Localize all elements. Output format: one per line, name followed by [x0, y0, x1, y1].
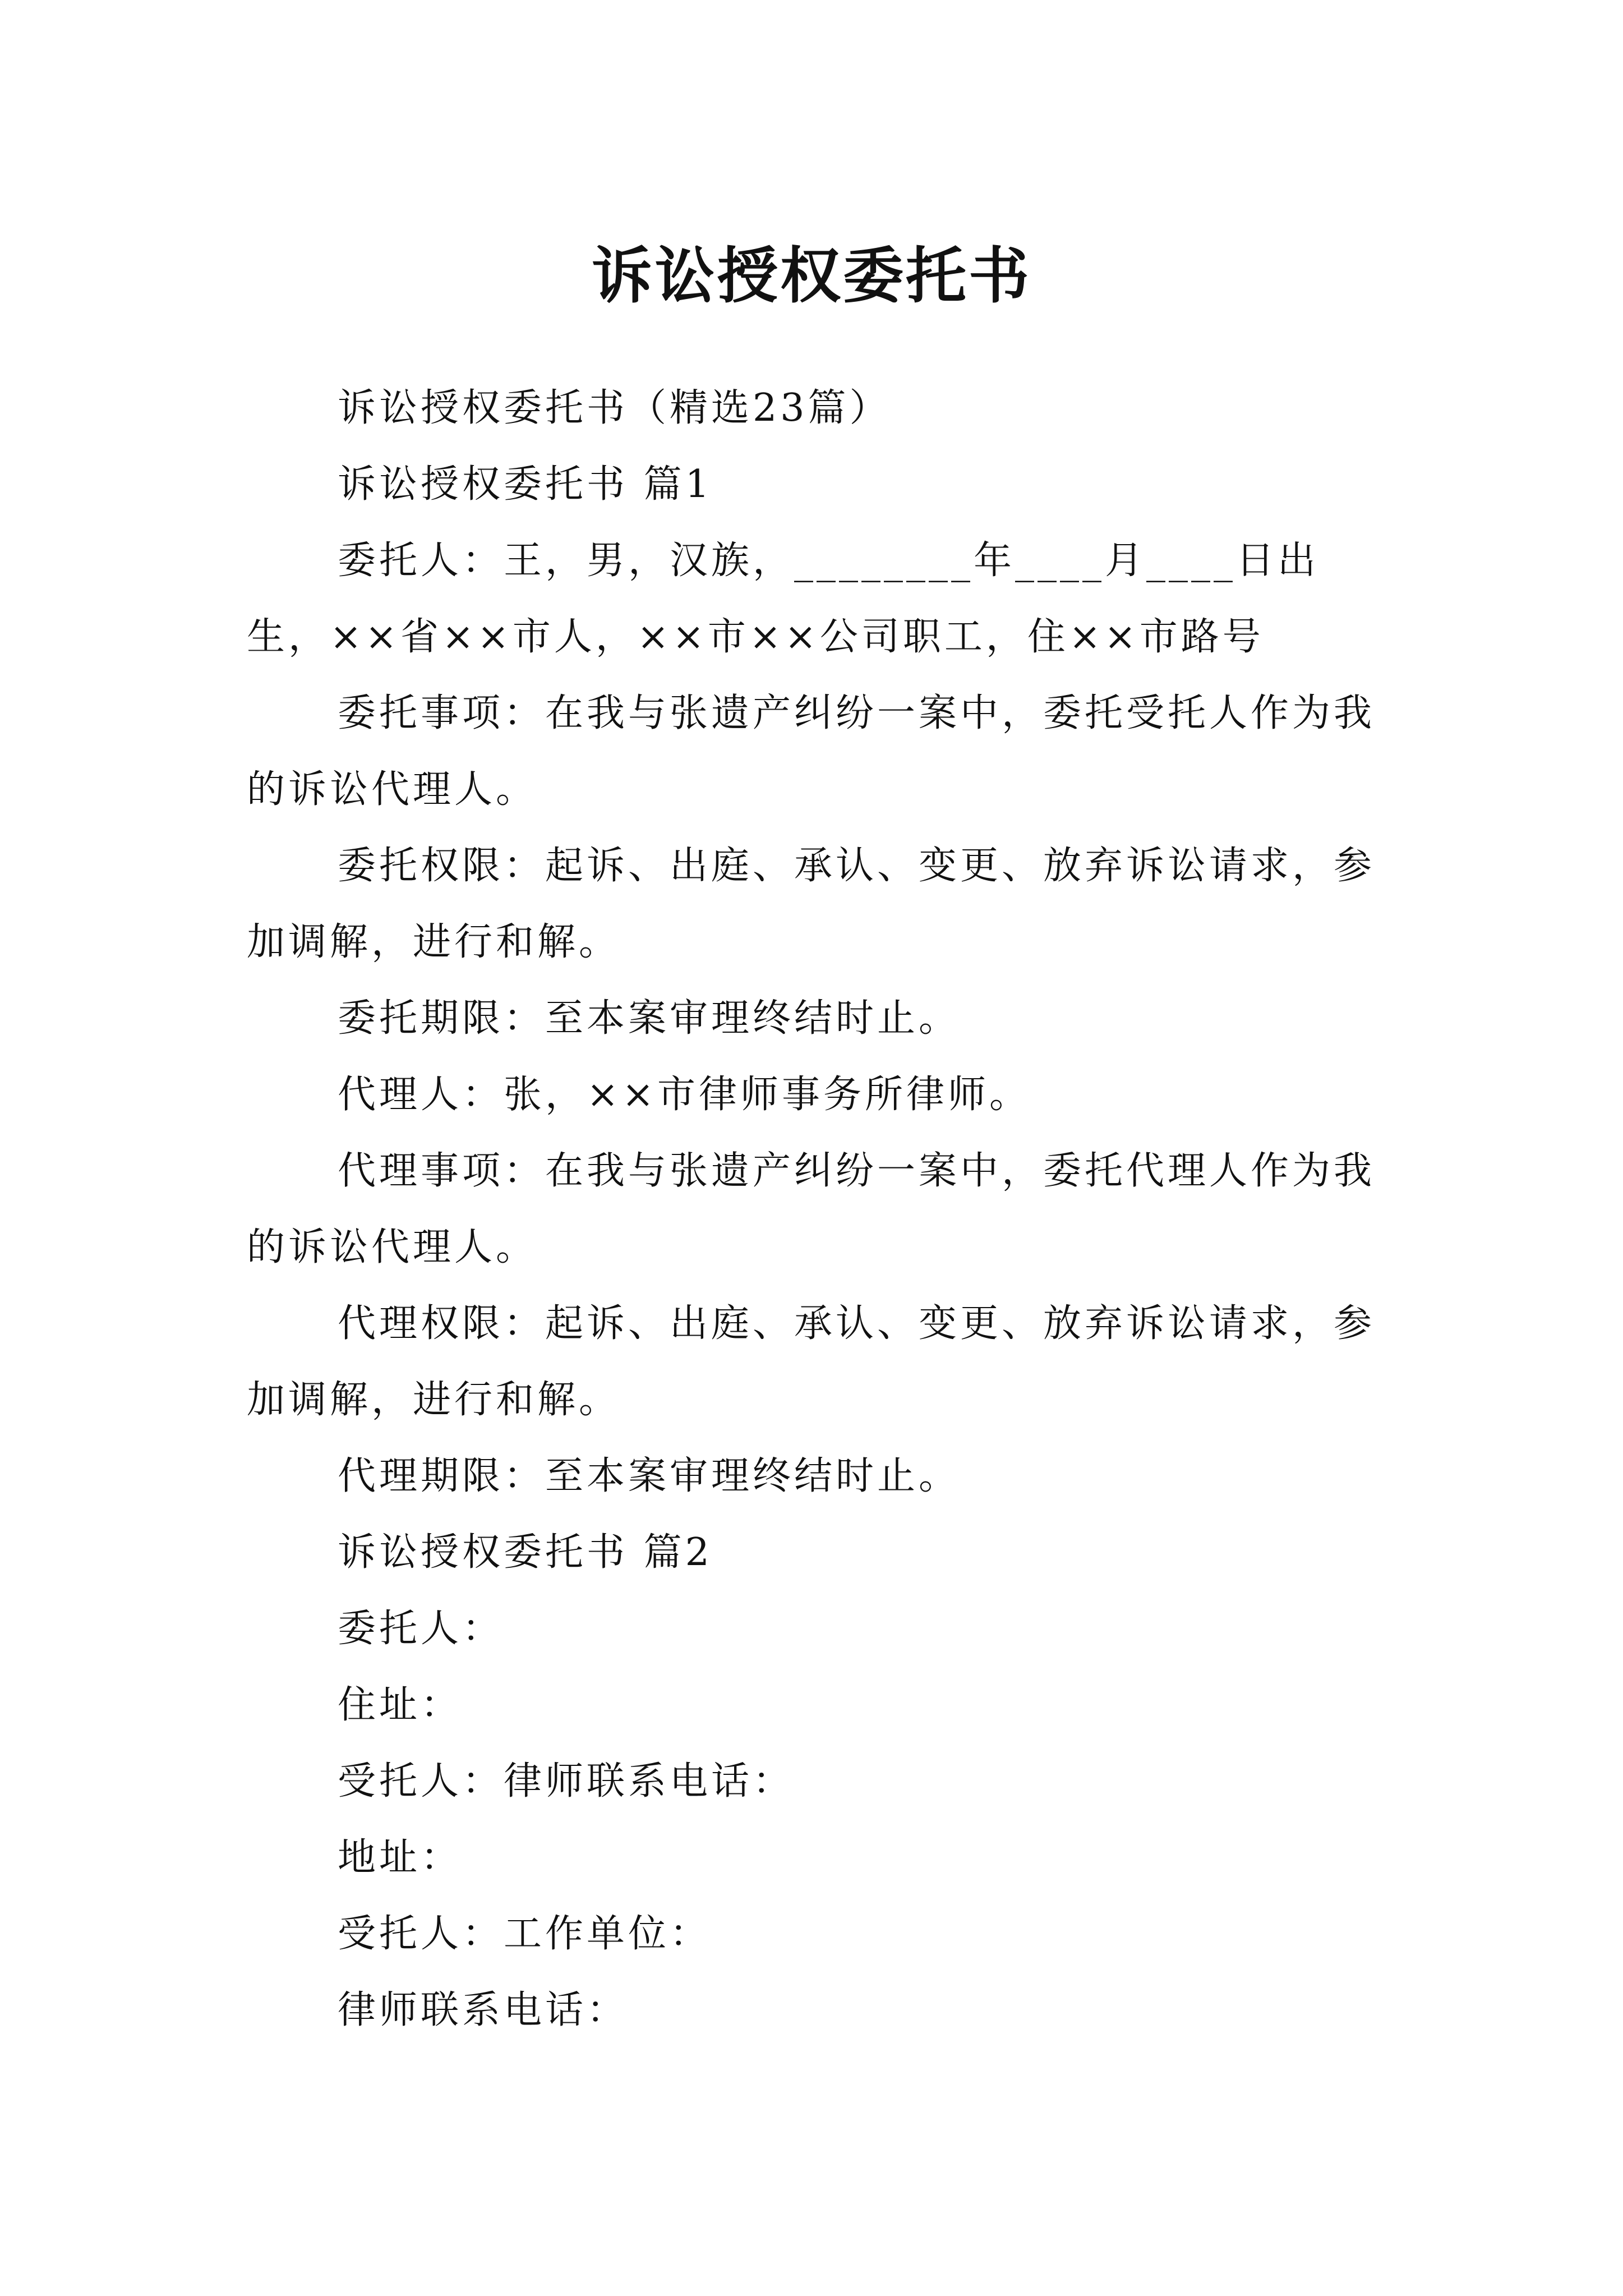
- paragraph-lawyer-phone-field: 律师联系电话：: [338, 1988, 629, 2032]
- paragraph-principal-field: 委托人：: [338, 1607, 504, 1651]
- paragraph-entrusted-authority: 委托权限：起诉、出庭、承认、变更、放弃诉讼请求，参加调解，进行和解。: [247, 844, 1376, 964]
- document-title: 诉讼授权委托书: [591, 241, 1031, 312]
- paragraph-entrusted-period: 委托期限：至本案审理终结时止。: [338, 996, 961, 1041]
- paragraph-agency-matters: 代理事项：在我与张遗产纠纷一案中，委托代理人作为我的诉讼代理人。: [247, 1149, 1376, 1269]
- paragraph-address-field: 住址：: [338, 1683, 463, 1727]
- paragraph-agency-authority: 代理权限：起诉、出庭、承认、变更、放弃诉讼请求，参加调解，进行和解。: [247, 1301, 1376, 1422]
- paragraph-entrusted-matters: 委托事项：在我与张遗产纠纷一案中，委托受托人作为我的诉讼代理人。: [247, 691, 1376, 812]
- paragraph-trustee-workplace-field: 受托人：工作单位：: [338, 1912, 712, 1956]
- paragraph-location-field: 地址：: [338, 1835, 463, 1880]
- paragraph-agency-period: 代理期限：至本案审理终结时止。: [338, 1454, 961, 1498]
- paragraph-principal: 委托人：王，男，汉族，________年____月____日出生，××省××市人，××市××公司职工，住××市路号: [247, 539, 1320, 659]
- paragraph-subtitle: 诉讼授权委托书（精选23篇）: [338, 386, 891, 430]
- paragraph-agent: 代理人：张，××市律师事务所律师。: [338, 1073, 1031, 1117]
- paragraph-trustee-phone-field: 受托人：律师联系电话：: [338, 1759, 795, 1803]
- paragraph-section-heading-2: 诉讼授权委托书 篇2: [338, 1530, 713, 1575]
- document-body: [247, 370, 1396, 2049]
- paragraph-section-heading-1: 诉讼授权委托书 篇1: [338, 462, 713, 507]
